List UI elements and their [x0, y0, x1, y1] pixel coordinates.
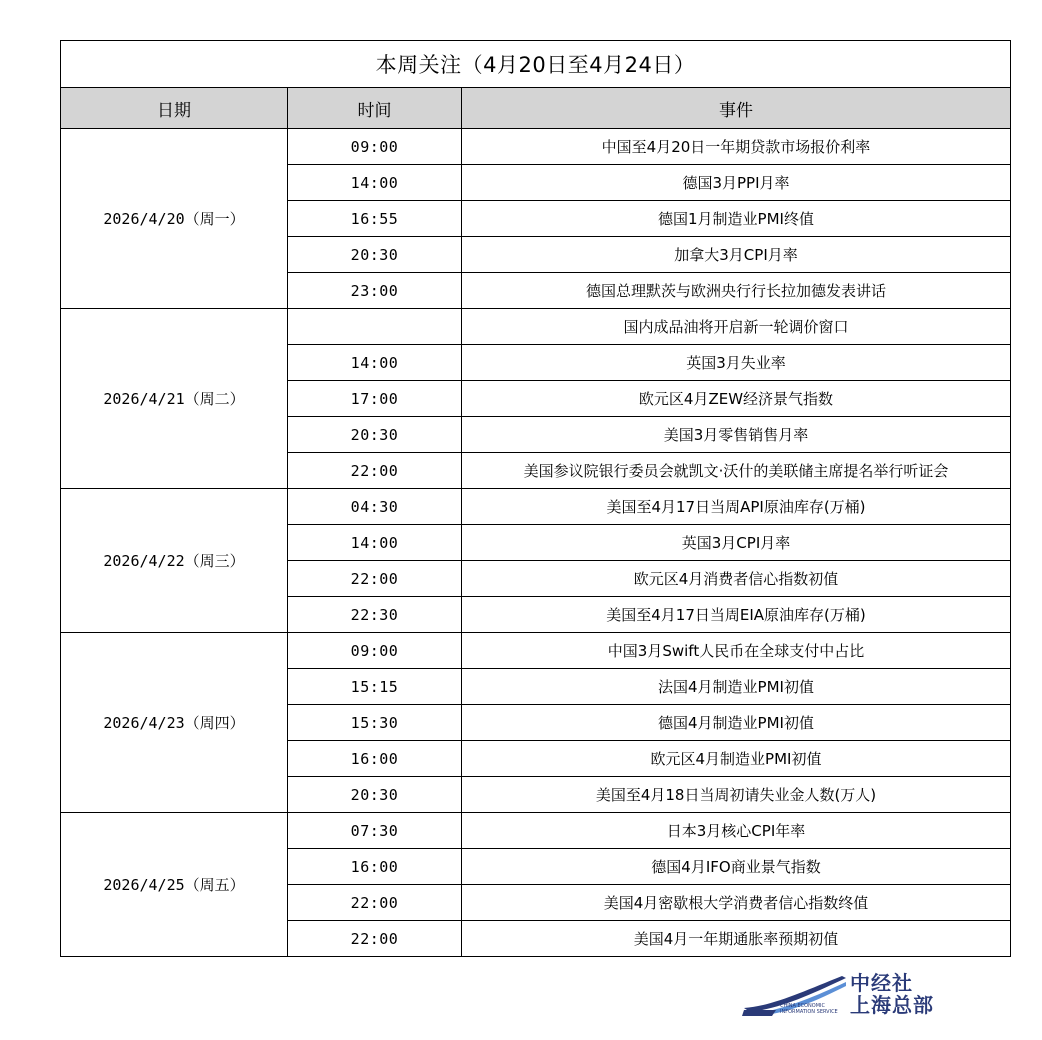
event-cell: 日本3月核心CPI年率 — [462, 813, 1011, 849]
time-cell: 22:00 — [288, 561, 462, 597]
time-cell: 04:30 — [288, 489, 462, 525]
event-cell: 欧元区4月制造业PMI初值 — [462, 741, 1011, 777]
table-row — [61, 309, 1011, 345]
event-cell: 美国4月一年期通胀率预期初值 — [462, 921, 1011, 957]
time-cell: 16:55 — [288, 201, 462, 237]
table-row — [61, 813, 1011, 849]
event-cell: 英国3月失业率 — [462, 345, 1011, 381]
header-event: 事件 — [462, 88, 1011, 129]
time-cell: 20:30 — [288, 237, 462, 273]
event-cell: 英国3月CPI月率 — [462, 525, 1011, 561]
schedule-table — [60, 40, 1011, 957]
event-cell: 德国1月制造业PMI终值 — [462, 201, 1011, 237]
logo-line2: 上海总部 — [850, 993, 934, 1017]
event-cell: 德国3月PPI月率 — [462, 165, 1011, 201]
event-cell: 法国4月制造业PMI初值 — [462, 669, 1011, 705]
time-cell: 20:30 — [288, 417, 462, 453]
event-cell: 美国至4月18日当周初请失业金人数(万人) — [462, 777, 1011, 813]
time-cell: 22:30 — [288, 597, 462, 633]
time-cell: 17:00 — [288, 381, 462, 417]
event-cell: 国内成品油将开启新一轮调价窗口 — [462, 309, 1011, 345]
event-cell: 加拿大3月CPI月率 — [462, 237, 1011, 273]
date-cell: 2026/4/20（周一） — [61, 129, 288, 309]
event-cell: 欧元区4月消费者信心指数初值 — [462, 561, 1011, 597]
time-cell: 22:00 — [288, 921, 462, 957]
time-cell: 14:00 — [288, 165, 462, 201]
time-cell: 16:00 — [288, 741, 462, 777]
event-cell: 欧元区4月ZEW经济景气指数 — [462, 381, 1011, 417]
event-cell: 中国3月Swift人民币在全球支付中占比 — [462, 633, 1011, 669]
time-cell: 15:15 — [288, 669, 462, 705]
table-row — [61, 129, 1011, 165]
table-row — [61, 489, 1011, 525]
event-cell: 美国4月密歇根大学消费者信心指数终值 — [462, 885, 1011, 921]
date-cell: 2026/4/23（周四） — [61, 633, 288, 813]
time-cell: 23:00 — [288, 273, 462, 309]
time-cell: 20:30 — [288, 777, 462, 813]
time-cell: 14:00 — [288, 525, 462, 561]
time-cell: 14:00 — [288, 345, 462, 381]
time-cell: 22:00 — [288, 885, 462, 921]
time-cell: 22:00 — [288, 453, 462, 489]
event-cell: 德国4月制造业PMI初值 — [462, 705, 1011, 741]
event-cell: 德国4月IFO商业景气指数 — [462, 849, 1011, 885]
date-cell: 2026/4/22（周三） — [61, 489, 288, 633]
event-cell: 美国参议院银行委员会就凯文·沃什的美联储主席提名举行听证会 — [462, 453, 1011, 489]
table-row — [61, 633, 1011, 669]
table-body — [61, 129, 1011, 957]
header-date: 日期 — [61, 88, 288, 129]
event-cell: 美国至4月17日当周API原油库存(万桶) — [462, 489, 1011, 525]
event-cell: 美国3月零售销售月率 — [462, 417, 1011, 453]
event-cell: 德国总理默茨与欧洲央行行长拉加德发表讲话 — [462, 273, 1011, 309]
time-cell — [288, 309, 462, 345]
date-cell: 2026/4/21（周二） — [61, 309, 288, 489]
time-cell: 09:00 — [288, 129, 462, 165]
time-cell: 07:30 — [288, 813, 462, 849]
event-cell: 中国至4月20日一年期贷款市场报价利率 — [462, 129, 1011, 165]
logo-line1: 中经社 — [850, 971, 913, 995]
time-cell: 15:30 — [288, 705, 462, 741]
date-cell: 2026/4/25（周五） — [61, 813, 288, 957]
logo-small-text: CHINA ECONOMIC INFORMATION SERVICE — [780, 1003, 838, 1015]
logo — [742, 972, 952, 1022]
header-time: 时间 — [288, 88, 462, 129]
time-cell: 09:00 — [288, 633, 462, 669]
time-cell: 16:00 — [288, 849, 462, 885]
schedule-table-wrapper — [60, 40, 1010, 957]
table-title: 本周关注（4月20日至4月24日） — [61, 41, 1011, 88]
event-cell: 美国至4月17日当周EIA原油库存(万桶) — [462, 597, 1011, 633]
